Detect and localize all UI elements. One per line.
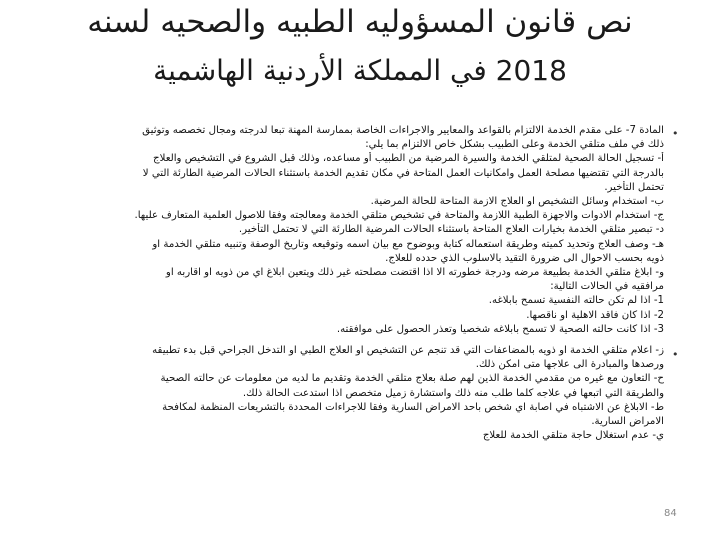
body-text-line: هـ- وصف العلاج وتحديد كميته وطريقة استعماله كتابة وبوضوح مع بيان اسمه وتوقيعه وتاريخ الوصفة وتنبيه متلقي الخدمة او	[152, 238, 664, 250]
body-text-line: و- ابلاغ متلقي الخدمة بطبيعة مرضه ودرجة خطورته الا اذا اقتضت مصلحته غير ذلك ويتعين ابلاغ اي من ذويه او اقاربه او	[165, 267, 664, 279]
body-text-line: مرافقيه في الحالات التالية:	[550, 281, 664, 293]
body-text-line: 2- اذا كان فاقد الاهلية او ناقصها.	[526, 309, 664, 321]
article-7-paragraph	[52, 124, 664, 337]
body-text-line: د- تبصير متلقي الخدمة بخيارات العلاج المتاحة باستثناء الحالات المرضية الطارئة التي لا تحتمل التأخير.	[238, 224, 664, 236]
body-text-line: ذلك في ملف متلقي الخدمة وعلى الطبيب بشكل خاص الالتزام بما يلي:	[365, 139, 664, 151]
slide-title-line-1: نص قانون المسؤوليه الطبيه والصحيه لسنه	[87, 4, 633, 40]
slide-title-line-2: 2018 في المملكة الأردنية الهاشمية	[153, 54, 567, 87]
body-text-line: الامراض السارية.	[591, 416, 664, 428]
body-text-line: ج- استخدام الادوات والاجهزة الطبية اللازمة والمتاحة في تشخيص متلقي الخدمة ومعالجته وفقا للاصول العلمية المتعارف عليها.	[134, 210, 664, 222]
body-text-line: بالدرجة التي تقتضيها مصلحة العمل وامكانيات العمل المتاحة في مكان تقديم الخدمة باستثناء الحالات المرضية الطارئة التي لا	[142, 167, 664, 179]
body-text-line: أ- تسجيل الحالة الصحية لمتلقي الخدمة والسيرة المرضية من الطبيب أو مساعده، وذلك قبل الشروع في التشخيص والعلاج	[153, 153, 664, 165]
body-text-line: ي- عدم استغلال حاجة متلقي الخدمة للعلاج	[482, 430, 664, 442]
body-text-line: تحتمل التأخير.	[604, 181, 664, 193]
page-number: 84	[664, 508, 677, 519]
body-text-line: ورصدها والمبادرة الى علاجها متى امكن ذلك.	[475, 359, 664, 371]
body-text-line: ط- الابلاغ عن الاشتباه في اصابة اي شخص باحد الامراض السارية وفقا للاجراءات المحددة بالتشريعات المنظمة لمكافحة	[162, 401, 664, 413]
body-text-line: 1- اذا لم تكن حالته النفسية تسمح بابلاغه.	[488, 295, 664, 307]
body-text-line: ب- استخدام وسائل التشخيص او العلاج الازمة المتاحة للحالة المرضية.	[370, 196, 664, 208]
body-text-line: والطريقة التي اتبعها في علاجه كلما طلب منه ذلك واستشارة زميل متخصص اذا استدعت الحالة ذلك.	[242, 387, 664, 399]
article-7-continued-paragraph	[52, 344, 664, 443]
body-text-line: المادة 7- على مقدم الخدمة الالتزام بالقواعد والمعايير والاجراءات الخاصة بممارسة المهنة تبعا لدرجته ومجال تخصصه وتوثيق	[142, 125, 664, 136]
body-text-line: 3- اذا كانت حالته الصحية لا تسمح بابلاغه شخصيا وتعذر الحصول على موافقته.	[336, 323, 664, 335]
body-text-line: ح- التعاون مع غيره من مقدمي الخدمة الذين لهم صلة بعلاج متلقي الخدمة وتقديم ما لديه من معلومات عن حالته الصحية	[160, 373, 664, 385]
body-text-line: ز- اعلام متلقي الخدمة او ذويه بالمضاعفات التي قد تنجم عن التشخيص او العلاج الطبي او التدخل الجراحي قبل بدء تطبيقه	[152, 345, 664, 356]
bullet-marker: •	[672, 127, 679, 140]
body-text-line: ذويه بحسب الاحوال الى ضرورة التقيد بالاسلوب الذي حدده للعلاج.	[385, 252, 664, 264]
bullet-marker: •	[672, 348, 679, 361]
